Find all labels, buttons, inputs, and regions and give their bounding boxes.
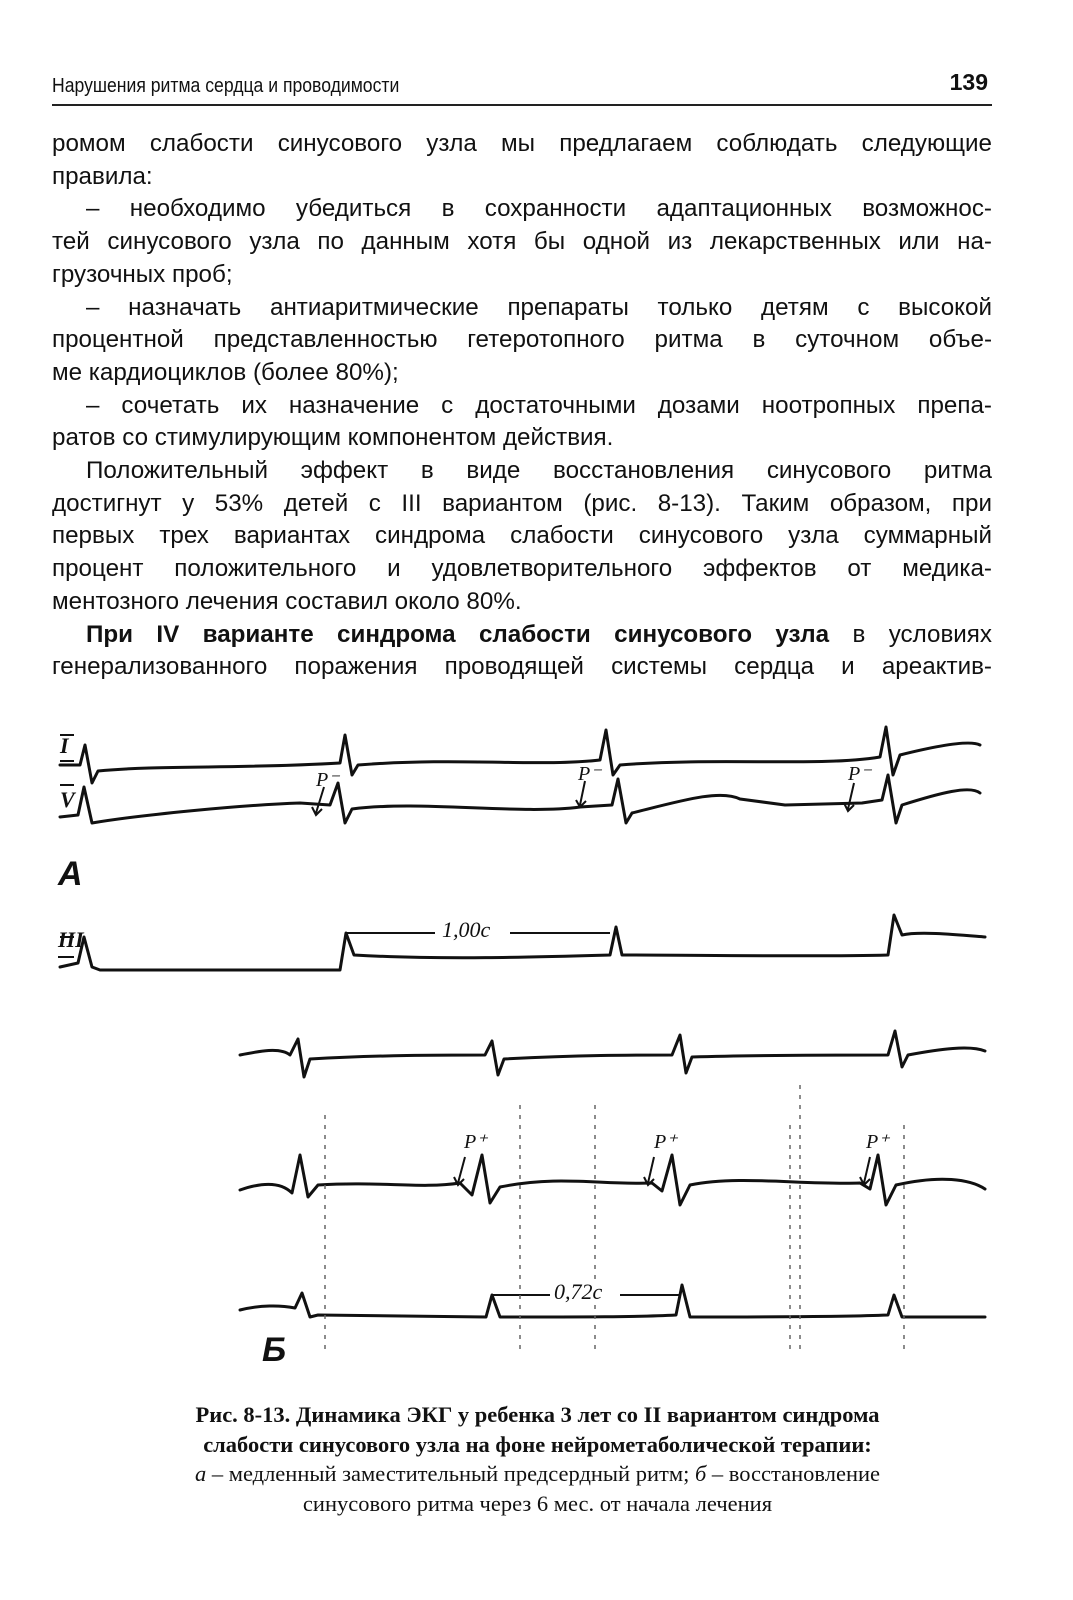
lead-label-2: V [60,787,75,812]
text-line: генерализованного поражения проводящей системы сердца и ареактив- [52,653,992,681]
ecg-trace-b1 [240,1031,985,1077]
p-wave-label: P⁺ [866,1131,889,1153]
ecg-figure [40,705,1040,1390]
text-line: ратов со стимулирующим компонентом действия. [52,424,614,452]
page-number: 139 [949,69,988,95]
text-line: достигнут у 53% детей с III вариантом (рис. 8-13). Таким образом, при [52,489,992,517]
text-line: – сочетать их назначение с достаточными дозами ноотропных препа- [86,391,992,419]
caption-title-line: Рис. 8-13. Динамика ЭКГ у ребенка 3 лет со II вариантом синдрома [195,1402,880,1427]
text-line: ромом слабости синусового узла мы предлагаем соблюдать следующие [52,130,992,157]
bold-phrase: При IV варианте синдрома слабости синусового узла [86,620,830,648]
running-head: Нарушения ритма сердца и проводимости [52,75,400,97]
interval-label-a: 1,00с [438,917,494,943]
p-arrow [844,783,854,811]
text-line: тей синусового узла по данным хотя бы одной из лекарственных или на- [52,228,992,256]
p-wave-label: P⁻ [848,763,871,785]
interval-label-b: 0,72с [550,1279,606,1305]
p-arrow [644,1157,654,1185]
lead-label-3: III [58,927,84,952]
text-run: в условиях [829,620,992,648]
lead-marker [58,735,74,957]
text-line: грузочных проб; [52,260,233,288]
caption-marker-a: а [194,1461,207,1486]
caption-line: синусового ритма через 6 мес. от начала лечения [302,1490,773,1516]
caption-title-line: слабости синусового узла на фоне нейрометаболической терапии: [203,1431,872,1457]
text-line: первых трех вариантах синдрома слабости синусового узла суммарный [52,522,992,550]
p-arrow [860,1157,870,1185]
caption-text: – медленный заместительный предсердный ритм; [206,1461,695,1486]
ecg-trace-b3 [240,1285,985,1317]
p-arrow [454,1157,465,1185]
caption-text: – восстановление [706,1461,881,1486]
p-wave-label: P⁺ [654,1131,677,1153]
ecg-traces [40,705,1040,1390]
text-line [52,619,992,652]
text-line: – необходимо убедиться в сохранности адаптационных возможнос- [86,195,992,223]
p-wave-label: P⁻ [578,763,601,785]
text-line: процент положительного и удовлетворительного эффектов от медика- [52,555,992,583]
panel-label-a: A [58,855,83,893]
text-line: ментозного лечения составил около 80%. [52,587,522,615]
caption-marker-b: б [694,1461,707,1486]
caption-line [60,1459,1015,1489]
text-line: Положительный эффект в виде восстановления синусового ритма [86,457,992,485]
ecg-trace-a3 [60,915,985,970]
p-wave-label: P⁺ [464,1131,487,1153]
text-line: ме кардиоциклов (более 80%); [52,358,399,386]
text-line: процентной представленностью гетеротопного ритма в суточном объе- [52,326,992,354]
p-wave-label: P⁻ [316,769,339,791]
ecg-trace-b2 [240,1155,985,1205]
text-line: – назначать антиаритмические препараты только детям с высокой [86,293,992,321]
ecg-trace-a1 [60,727,980,783]
page-header [52,66,992,106]
text-line: правила: [52,162,153,190]
ecg-trace-a2 [60,775,980,823]
grid-mark [325,1085,904,1355]
figure-caption [60,1400,1015,1518]
lead-label-1: I [60,733,69,758]
panel-label-b: Б [262,1331,287,1369]
body-text [52,128,992,684]
